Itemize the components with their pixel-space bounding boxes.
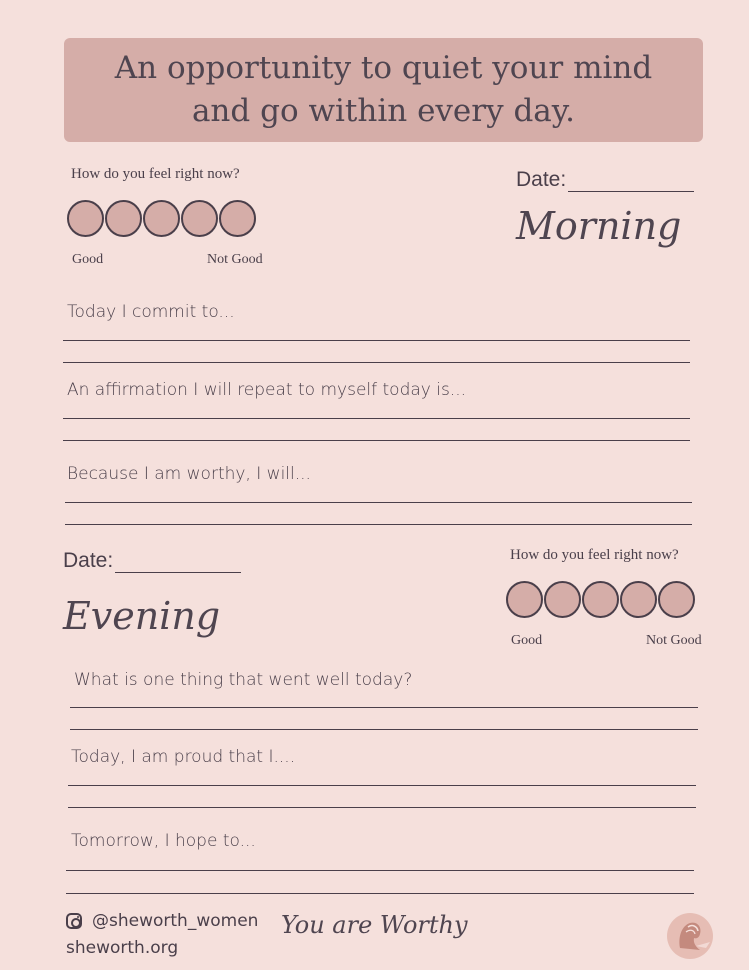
mood-circle-4[interactable] xyxy=(181,200,218,237)
mood-circle-5[interactable] xyxy=(658,581,695,618)
evening-scale-good: Good xyxy=(511,633,543,648)
evening-date-field[interactable] xyxy=(63,549,241,573)
writing-line[interactable] xyxy=(63,362,690,363)
website-link[interactable]: sheworth.org xyxy=(66,938,179,958)
writing-line[interactable] xyxy=(70,707,698,708)
writing-line[interactable] xyxy=(65,502,692,503)
morning-prompt-2: An affirmation I will repeat to myself today is... xyxy=(67,380,467,400)
mood-circle-1[interactable] xyxy=(67,200,104,237)
evening-title: Evening xyxy=(63,594,221,638)
morning-scale-not-good: Not Good xyxy=(207,252,263,267)
evening-mood-scale xyxy=(506,581,696,618)
morning-title: Morning xyxy=(516,204,682,248)
morning-prompt-3: Because I am worthy, I will... xyxy=(67,464,311,484)
mood-circle-1[interactable] xyxy=(506,581,543,618)
evening-prompt-2: Today, I am proud that I.... xyxy=(71,747,296,767)
morning-date-field[interactable] xyxy=(516,168,694,192)
morning-scale-good: Good xyxy=(72,252,104,267)
morning-date-blank[interactable] xyxy=(568,173,694,192)
evening-feel-question: How do you feel right now? xyxy=(510,547,679,563)
evening-date-label: Date: xyxy=(63,549,114,572)
mood-circle-3[interactable] xyxy=(582,581,619,618)
mood-circle-4[interactable] xyxy=(620,581,657,618)
tagline: You are Worthy xyxy=(281,911,468,939)
morning-prompt-1: Today I commit to... xyxy=(67,302,235,322)
instagram-icon xyxy=(66,913,82,929)
writing-line[interactable] xyxy=(66,893,694,894)
instagram-handle: @sheworth_women xyxy=(92,911,259,931)
writing-line[interactable] xyxy=(68,785,696,786)
writing-line[interactable] xyxy=(70,729,698,730)
evening-scale-not-good: Not Good xyxy=(646,633,702,648)
evening-prompt-1: What is one thing that went well today? xyxy=(74,670,413,690)
banner-text: An opportunity to quiet your mind and go within every day. xyxy=(114,50,653,129)
writing-line[interactable] xyxy=(65,524,692,525)
writing-line[interactable] xyxy=(63,340,690,341)
morning-date-label: Date: xyxy=(516,168,567,191)
evening-prompt-3: Tomorrow, I hope to... xyxy=(71,831,256,851)
header-banner xyxy=(64,38,703,142)
mood-circle-3[interactable] xyxy=(143,200,180,237)
writing-line[interactable] xyxy=(66,870,694,871)
sheworth-logo xyxy=(666,912,714,960)
mood-circle-2[interactable] xyxy=(544,581,581,618)
instagram-link[interactable] xyxy=(66,911,258,931)
mood-circle-2[interactable] xyxy=(105,200,142,237)
mood-circle-5[interactable] xyxy=(219,200,256,237)
morning-feel-question: How do you feel right now? xyxy=(71,166,240,182)
writing-line[interactable] xyxy=(68,807,696,808)
morning-mood-scale xyxy=(67,200,257,237)
writing-line[interactable] xyxy=(63,440,690,441)
writing-line[interactable] xyxy=(63,418,690,419)
evening-date-blank[interactable] xyxy=(115,554,241,573)
